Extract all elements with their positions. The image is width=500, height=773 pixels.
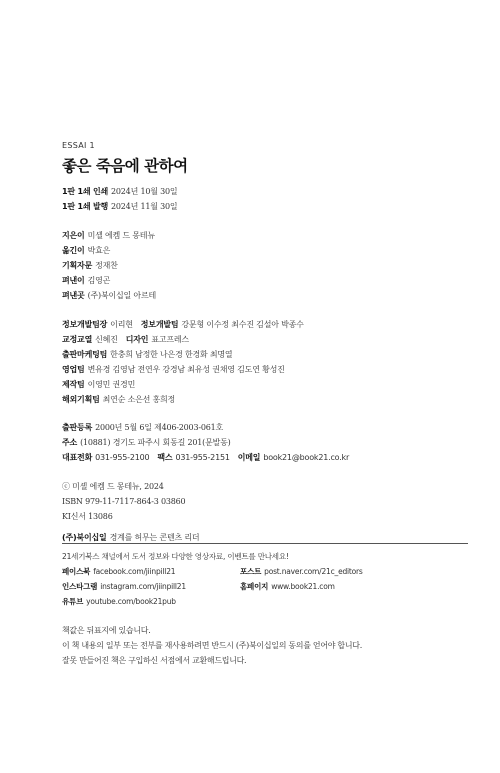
staff-row-editing: 교정교열 신혜진 디자인 표고프레스	[62, 335, 189, 344]
staff-row-sales: 영업팀 변유경 김영남 전연우 강경남 최유성 권채영 김도연 황성진	[62, 365, 285, 374]
credit-author: 지은이 미셸 에켐 드 몽테뉴	[62, 231, 155, 240]
reuse-note: 이 책 내용의 일부 또는 전부를 재사용하려면 반드시 (주)북이십일의 동의를 얻어야 합니다.	[62, 641, 362, 650]
facebook-link[interactable]: 페이스북 facebook.com/jiinpill21	[62, 567, 176, 576]
staff-row-marketing: 출판마케팅팀 한충희 남정한 나은경 한경화 최명열	[62, 350, 233, 359]
printing-line: 1판 1쇄 인쇄 2024년 10월 30일	[62, 187, 178, 196]
contact-line: 대표전화 031-955-2100 팩스 031-955-2151 이메일 book21@book21.co.kr	[62, 453, 350, 462]
isbn-line: ISBN 979-11-7117-864-3 03860	[62, 497, 186, 506]
credit-advisor: 기획자문 정재찬	[62, 261, 118, 270]
divider-line	[62, 543, 468, 544]
post-link[interactable]: 포스트 post.naver.com/21c_editors	[240, 567, 363, 576]
credit-imprint: 펴낸곳 (주)북이십일 아르테	[62, 291, 157, 300]
channel-intro: 21세기북스 채널에서 도서 정보와 다양한 영상자료, 이벤트를 만나세요!	[62, 552, 289, 561]
exchange-note: 잘못 만들어진 책은 구입하신 서점에서 교환해드립니다.	[62, 656, 247, 665]
homepage-link[interactable]: 홈페이지 www.book21.com	[240, 582, 335, 591]
credit-translator: 옮긴이 박효은	[62, 246, 111, 255]
staff-row-foreign-rights: 해외기획팀 최연순 소은선 홍희정	[62, 395, 176, 404]
registration-number: 출판등록 2000년 5월 6일 제406-2003-061호	[62, 423, 224, 432]
credit-publisher: 펴낸이 김영곤	[62, 276, 111, 285]
channel-row-3	[62, 597, 176, 607]
instagram-link[interactable]: 인스타그램 instagram.com/jiinpill21	[62, 582, 186, 591]
channel-row-2	[62, 582, 462, 592]
publishing-line: 1판 1쇄 발행 2024년 11월 30일	[62, 202, 178, 211]
copyright-line: ⓒ 미셸 에켐 드 몽테뉴, 2024	[62, 482, 164, 491]
series-label: ESSAI 1	[62, 141, 95, 150]
staff-row-development: 정보개발팀장 이리현 정보개발팀 강문형 이수정 최수진 김설아 박종수	[62, 320, 304, 329]
youtube-link[interactable]: 유튜브 youtube.com/book21pub	[62, 597, 176, 606]
publisher-headline: (주)북이십일 경계를 허무는 콘텐츠 리더	[62, 533, 200, 542]
price-note: 책값은 뒤표지에 있습니다.	[62, 626, 151, 635]
book-title: 좋은 죽음에 관하여	[62, 157, 188, 175]
staff-row-production: 제작팀 이영민 권경민	[62, 380, 136, 389]
catalog-code: KI신서 13086	[62, 512, 113, 521]
address-line: 주소 (10881) 경기도 파주시 회동길 201(문발동)	[62, 438, 231, 447]
channel-row-1	[62, 567, 462, 577]
